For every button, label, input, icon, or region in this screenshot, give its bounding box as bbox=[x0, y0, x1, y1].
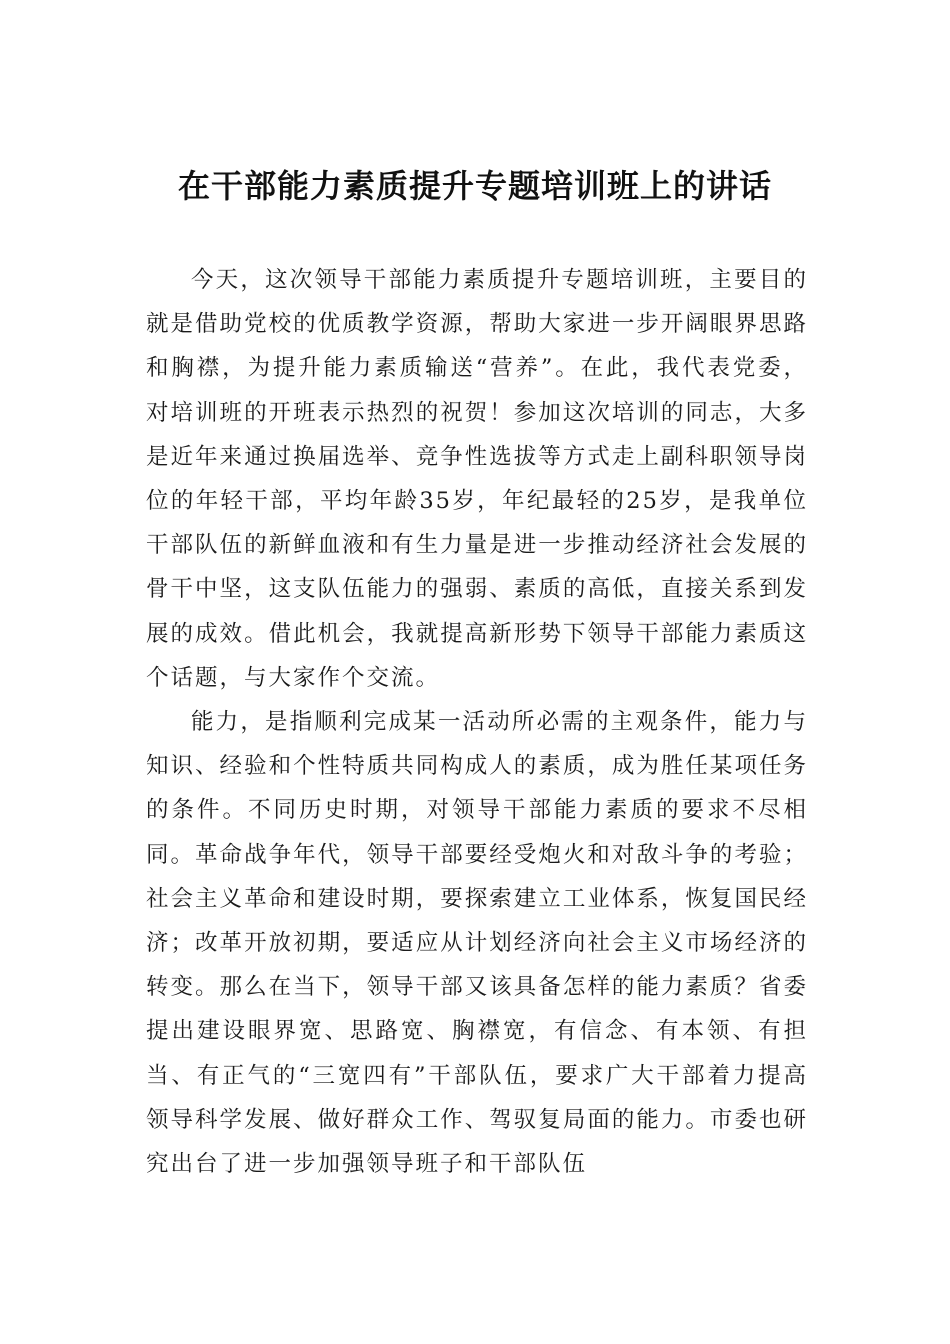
paragraph-2: 能力，是指顺利完成某一活动所必需的主观条件，能力与知识、经验和个性特质共同构成人的素质，成为胜任某项任务的条件。不同历史时期，对领导干部能力素质的要求不尽相同。革命战争年代，领导干部要经受炮火和对敌斗争的考验；社会主义革命和建设时期，要探索建立工业体系，恢复国民经济；改革开放初期，要适应从计划经济向社会主义市场经济的转变。那么在当下，领导干部又该具备怎样的能力素质？省委提出建设眼界宽、思路宽、胸襟宽，有信念、有本领、有担当、有正气的“三宽四有”干部队伍，要求广大干部着力提高领导科学发展、做好群众工作、驾驭复局面的能力。市委也研究出台了进一步加强领导班子和干部队伍 bbox=[146, 709, 808, 1178]
paragraph-1: 今天，这次领导干部能力素质提升专题培训班，主要目的就是借助党校的优质教学资源，帮助大家进一步开阔眼界思路和胸襟，为提升能力素质输送“营养”。在此，我代表党委，对培训班的开班表示热烈的祝贺！参加这次培训的同志，大多是近年来通过换届选举、竞争性选拔等方式走上副科职领导岗位的年轻干部，平均年龄35岁，年纪最轻的25岁，是我单位干部队伍的新鲜血液和有生力量是进一步推动经济社会发展的骨干中坚，这支队伍能力的强弱、素质的高低，直接关系到发展的成效。借此机会，我就提高新形势下领导干部能力素质这个话题，与大家作个交流。 bbox=[146, 267, 808, 691]
document-title: 在干部能力素质提升专题培训班上的讲话 bbox=[177, 167, 772, 205]
document-body bbox=[146, 258, 808, 1186]
